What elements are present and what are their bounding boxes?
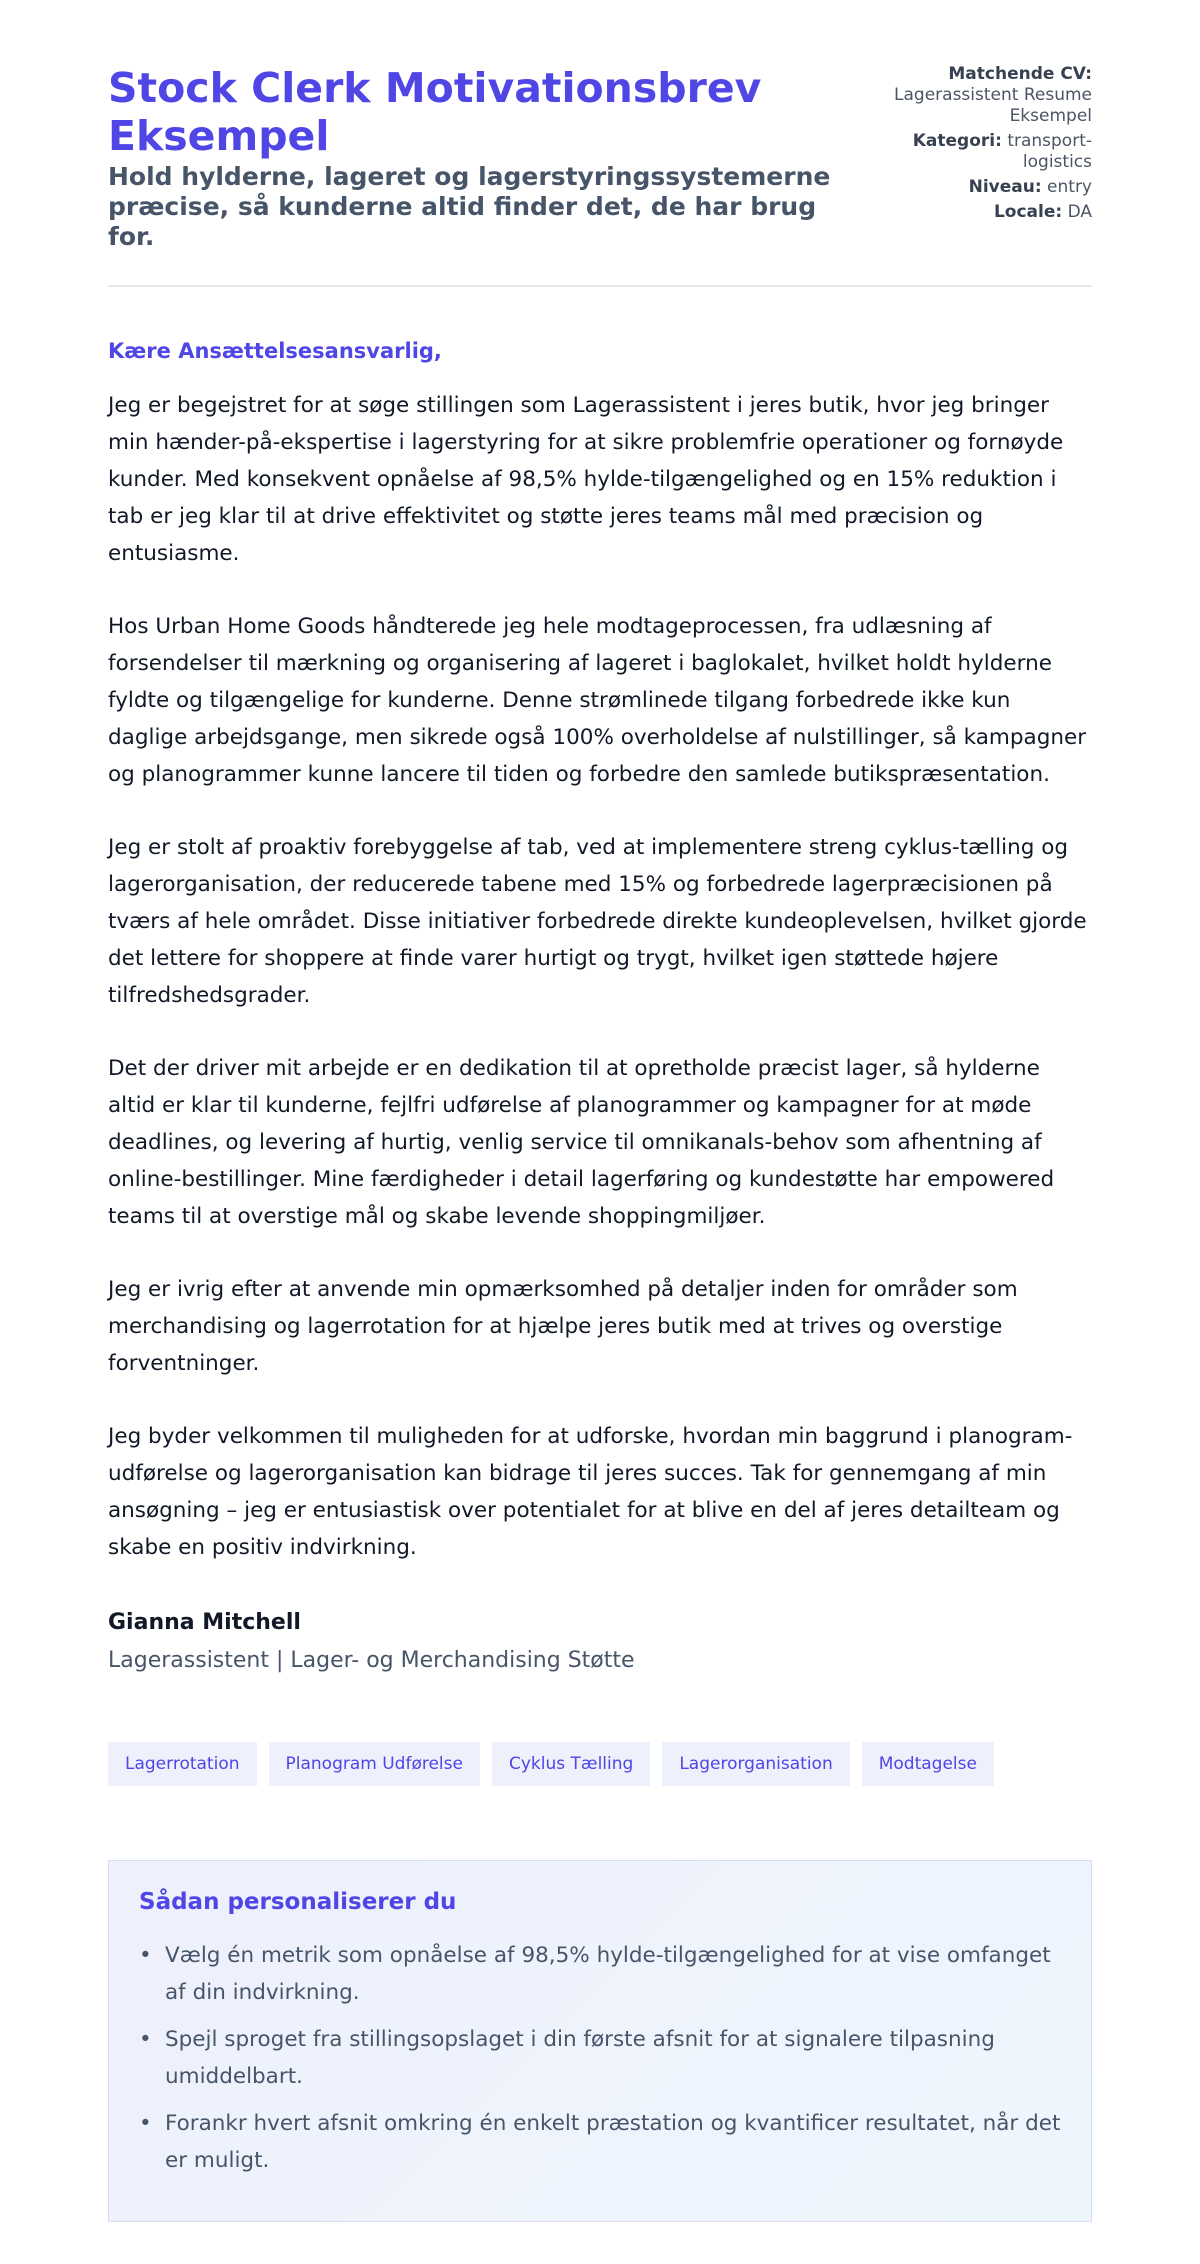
- meta-category-value: transport-logistics: [1007, 131, 1092, 172]
- letter-body: [108, 337, 1092, 1566]
- tips-list: [139, 1937, 1061, 2179]
- skill-tag: Cyklus Tælling: [492, 1742, 650, 1786]
- skill-tags: [108, 1742, 1092, 1786]
- skill-tag: Lagerorganisation: [662, 1742, 849, 1786]
- tips-title: Sådan personaliserer du: [139, 1889, 457, 1915]
- meta-level-label: Niveau:: [968, 177, 1042, 197]
- title-block: [108, 64, 868, 252]
- meta-locale-label: Locale:: [993, 202, 1063, 222]
- list-item: • Vælg én metrik som opnåelse af 98,5% hylde-tilgængelighed for at vise omfanget af din indvirkning.: [139, 1937, 1061, 2011]
- meta-matching-cv: [862, 64, 1092, 127]
- list-item: • Forankr hvert afsnit omkring én enkelt præstation og kvantificer resultatet, når det er muligt.: [139, 2105, 1061, 2179]
- meta-locale-value: DA: [1067, 202, 1092, 222]
- personalization-tips: [108, 1860, 1092, 2222]
- letter-paragraph: Hos Urban Home Goods håndterede jeg hele modtageprocessen, fra udlæsning af forsendelser til mærkning og organisering af lageret i baglokalet, hvilket holdt hylderne fyldte og tilgængelige for kunderne. Denne strømlinede tilgang forbedrede ikke kun daglige arbejdsgange, men sikrede også 100% overholdelse af nulstillinger, så kampagner og planogrammer kunne lancere til tiden og forbedre den samlede butikspræsentation.: [108, 614, 1087, 787]
- letter-paragraph: Det der driver mit arbejde er en dedikation til at opretholde præcist lager, så hylderne altid er klar til kunderne, fejlfri udførelse af planogrammer og kampagner for at møde deadlines, og levering af hurtig, venlig service til omnikanals-behov som afhentning af online-bestillinger. Mine færdigheder i detail lagerføring og kundestøtte har empowered teams til at overstige mål og skabe levende shoppingmiljøer.: [108, 1056, 1055, 1229]
- skill-tag: Lagerrotation: [108, 1742, 257, 1786]
- page-title: Stock Clerk Motivationsbrev Eksempel: [108, 64, 762, 160]
- page-subtitle: Hold hylderne, lageret og lagerstyringssystemerne præcise, så kunderne altid finder det, de har brug for.: [108, 162, 831, 251]
- skill-tag: Planogram Udførelse: [269, 1742, 480, 1786]
- skill-tag: Modtagelse: [862, 1742, 994, 1786]
- meta-matching-cv-value: Lagerassistent Resume Eksempel: [894, 85, 1092, 126]
- meta-level-value: entry: [1047, 177, 1092, 197]
- meta-category-label: Kategori:: [912, 131, 1002, 151]
- signature-name: Gianna Mitchell: [108, 1610, 301, 1635]
- letter-paragraphs: [108, 387, 1092, 1566]
- signature-block: [108, 1608, 1092, 1676]
- meta-category: [862, 131, 1092, 173]
- letter-paragraph: Jeg byder velkommen til muligheden for at udforske, hvordan min baggrund i planogram-udførelse og lagerorganisation kan bidrage til jeres succes. Tak for gennemgang af min ansøgning – jeg er entusiastisk over potentialet for at blive en del af jeres detailteam og skabe en positiv indvirkning.: [108, 1424, 1073, 1560]
- signature-role: Lagerassistent | Lager- og Merchandising Støtte: [108, 1648, 635, 1673]
- meta-matching-cv-label: Matchende CV:: [948, 64, 1092, 84]
- letter-paragraph: Jeg er begejstret for at søge stillingen som Lagerassistent i jeres butik, hvor jeg bringer min hænder-på-ekspertise i lagerstyring for at sikre problemfrie operationer og fornøyde kunder. Med konsekvent opnåelse af 98,5% hylde-tilgængelighed og en 15% reduktion i tab er jeg klar til at drive effektivitet og støtte jeres teams mål med præcision og entusiasme.: [108, 393, 1064, 566]
- list-item: • Spejl sproget fra stillingsopslaget i din første afsnit for at signalere tilpasning umiddelbart.: [139, 2021, 1061, 2095]
- meta-panel: [862, 64, 1092, 227]
- meta-level: [862, 177, 1092, 198]
- letter-greeting: Kære Ansættelsesansvarlig,: [108, 339, 442, 363]
- letter-paragraph: Jeg er stolt af proaktiv forebyggelse af tab, ved at implementere streng cyklus-tælling og lagerorganisation, der reducerede tabene med 15% og forbedrede lagerpræcisionen på tværs af hele området. Disse initiativer forbedrede direkte kundeoplevelsen, hvilket gjorde det lettere for shoppere at finde varer hurtigt og trygt, hvilket igen støttede højere tilfredshedsgrader.: [108, 835, 1087, 1008]
- document-header: [108, 0, 1092, 287]
- letter-paragraph: Jeg er ivrig efter at anvende min opmærksomhed på detaljer inden for områder som merchandising og lagerrotation for at hjælpe jeres butik med at trives og overstige forventninger.: [108, 1277, 1018, 1376]
- meta-locale: [862, 202, 1092, 223]
